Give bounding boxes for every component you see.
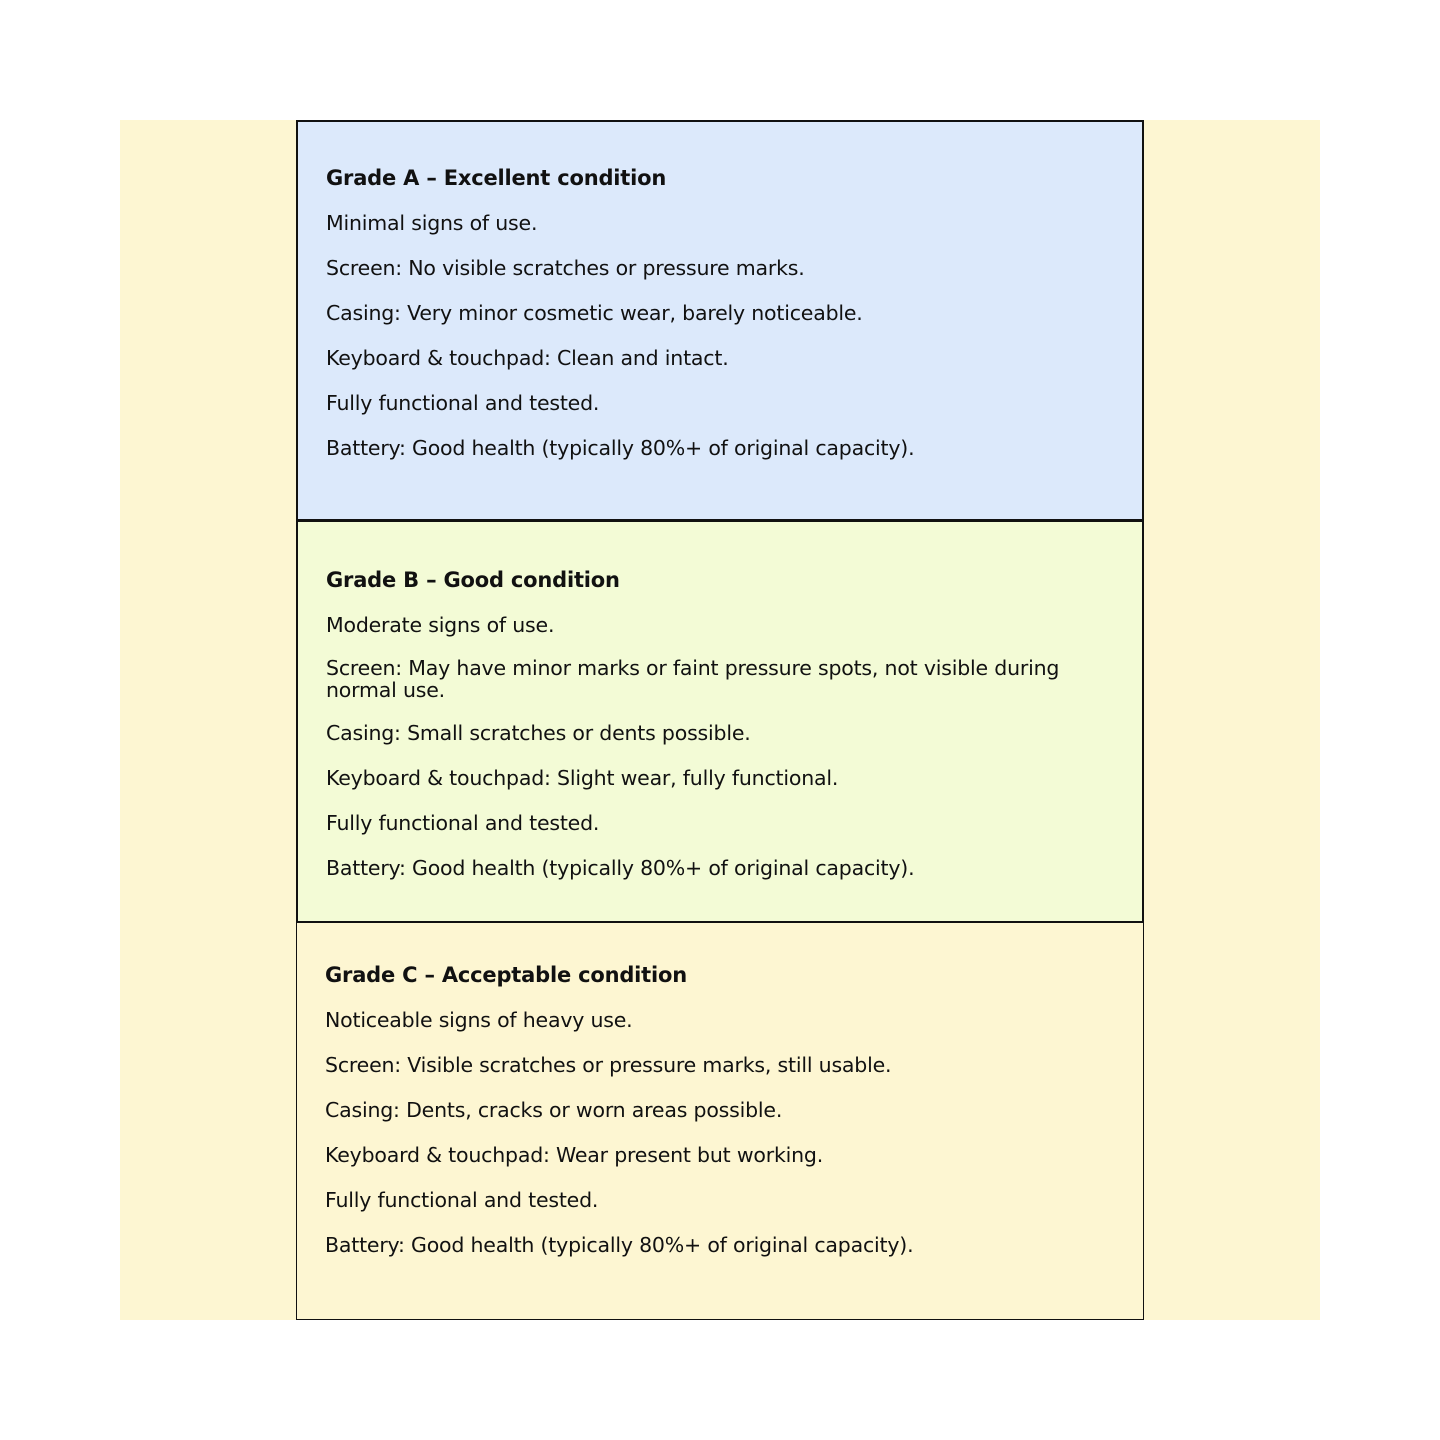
grade-a-title: Grade A – Excellent condition xyxy=(326,166,667,190)
grade-c-line-casing: Casing: Dents, cracks or worn areas possible. xyxy=(325,1098,783,1122)
grade-a-line-functional: Fully functional and tested. xyxy=(326,391,600,415)
grade-b-title: Grade B – Good condition xyxy=(326,568,620,592)
grade-c-line-keyboard: Keyboard & touchpad: Wear present but working. xyxy=(325,1143,824,1167)
grade-c-line-battery: Battery: Good health (typically 80%+ of original capacity). xyxy=(325,1233,914,1257)
grade-b-line-casing: Casing: Small scratches or dents possible. xyxy=(326,721,751,745)
grade-c-title: Grade C – Acceptable condition xyxy=(325,963,687,987)
grade-c-line-screen: Screen: Visible scratches or pressure marks, still usable. xyxy=(325,1053,892,1077)
grade-a-line-casing: Casing: Very minor cosmetic wear, barely noticeable. xyxy=(326,301,863,325)
grade-b-line-keyboard: Keyboard & touchpad: Slight wear, fully functional. xyxy=(326,766,839,790)
grade-b-line-functional: Fully functional and tested. xyxy=(326,811,600,835)
grade-stack xyxy=(296,120,1144,1320)
grade-c-line-functional: Fully functional and tested. xyxy=(325,1188,599,1212)
grade-b-line-screen: Screen: May have minor marks or faint pressure spots, not visible during normal use. xyxy=(326,656,1060,702)
grade-b-panel xyxy=(296,520,1144,923)
grade-b-line-usage: Moderate signs of use. xyxy=(326,613,555,637)
grade-b-line-battery: Battery: Good health (typically 80%+ of original capacity). xyxy=(326,856,915,880)
grade-a-line-screen: Screen: No visible scratches or pressure marks. xyxy=(326,256,805,280)
grade-a-line-keyboard: Keyboard & touchpad: Clean and intact. xyxy=(326,346,729,370)
grade-a-panel xyxy=(296,120,1144,521)
grade-a-line-battery: Battery: Good health (typically 80%+ of original capacity). xyxy=(326,436,915,460)
grade-c-panel xyxy=(296,922,1144,1320)
grade-c-line-usage: Noticeable signs of heavy use. xyxy=(325,1008,633,1032)
grade-a-line-usage: Minimal signs of use. xyxy=(326,211,538,235)
